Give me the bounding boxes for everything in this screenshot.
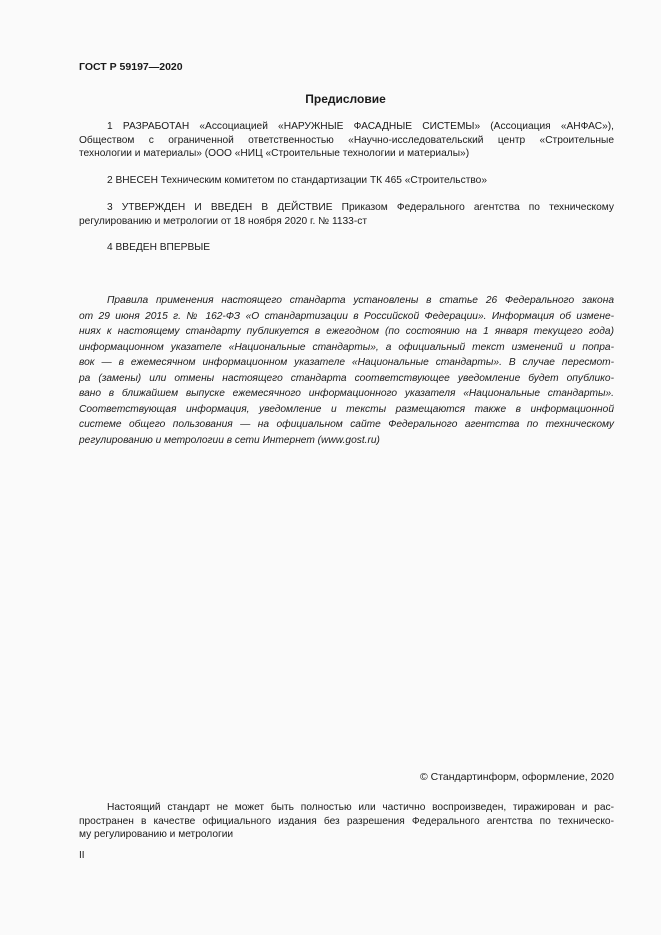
preface-item-4 bbox=[79, 241, 614, 255]
copyright-line: © Стандартинформ, оформление, 2020 bbox=[419, 771, 614, 783]
reproduction-notice bbox=[79, 801, 614, 842]
page-number: II bbox=[79, 850, 85, 861]
notice-line: вок — в ежемесячном информационном указателе «Национальные стандарты». В случае пересмот- bbox=[79, 357, 614, 368]
notice-line: Правила применения настоящего стандарта установлены в статье 26 Федерального закона bbox=[107, 295, 614, 306]
notice-line: пространен в качестве официального издания без разрешения Федерального агентства по техническо- bbox=[79, 815, 614, 827]
preface-item-3 bbox=[79, 201, 614, 228]
notice-line: вано в ближайшем выпуске ежемесячного информационного указателя «Национальные стандарты». bbox=[79, 388, 614, 399]
document-id: ГОСТ Р 59197—2020 bbox=[79, 61, 183, 73]
notice-line: Настоящий стандарт не может быть полностью или частично воспроизведен, тиражирован и рас- bbox=[107, 802, 614, 813]
item-line: 4 ВВЕДЕН ВПЕРВЫЕ bbox=[107, 242, 211, 253]
notice-line: системе общего пользования — на официальном сайте Федерального агентства по техническому bbox=[79, 419, 614, 430]
item-line: регулированию и метрологии от 18 ноября 2020 г. № 1133-ст bbox=[79, 215, 367, 227]
standard-application-notice bbox=[79, 293, 614, 448]
preface-item-2 bbox=[79, 174, 614, 188]
notice-line: от 29 июня 2015 г. № 162-ФЗ «О стандартизации в Российской Федерации». Информация об измене- bbox=[79, 310, 614, 322]
item-line: 3 УТВЕРЖДЕН И ВВЕДЕН В ДЕЙСТВИЕ Приказом Федерального агентства по техническому bbox=[107, 202, 614, 213]
preface-item-1 bbox=[79, 120, 614, 161]
item-line: 2 ВНЕСЕН Техническим комитетом по стандартизации ТК 465 «Строительство» bbox=[107, 175, 487, 186]
notice-line: ра (замены) или отмены настоящего стандарта соответствующее уведомление будет опублико- bbox=[79, 372, 614, 384]
notice-line: му регулированию и метрологии bbox=[79, 829, 234, 840]
item-line: Обществом с ограниченной ответственностью «Научно-исследовательский центр «Строительные bbox=[79, 134, 614, 146]
notice-line: Соответствующая информация, уведомление и тексты размещаются также в информационной bbox=[79, 403, 614, 415]
notice-line: информационном указателе «Национальные стандарты», а официальный текст изменений и попра- bbox=[79, 341, 614, 353]
notice-line: регулированию и метрологии в сети Интернет (www.gost.ru) bbox=[79, 434, 380, 446]
notice-line: ниях к настоящему стандарту публикуется в ежегодном (по состоянию на 1 января текущего года) bbox=[79, 326, 614, 337]
item-line: технологии и материалы» (ООО «НИЦ «Строительные технологии и материалы») bbox=[79, 148, 470, 159]
item-line: 1 РАЗРАБОТАН «Ассоциацией «НАРУЖНЫЕ ФАСАДНЫЕ СИСТЕМЫ» (Ассоциация «АНФАС»), bbox=[107, 121, 614, 132]
page-title: Предисловие bbox=[305, 92, 386, 106]
